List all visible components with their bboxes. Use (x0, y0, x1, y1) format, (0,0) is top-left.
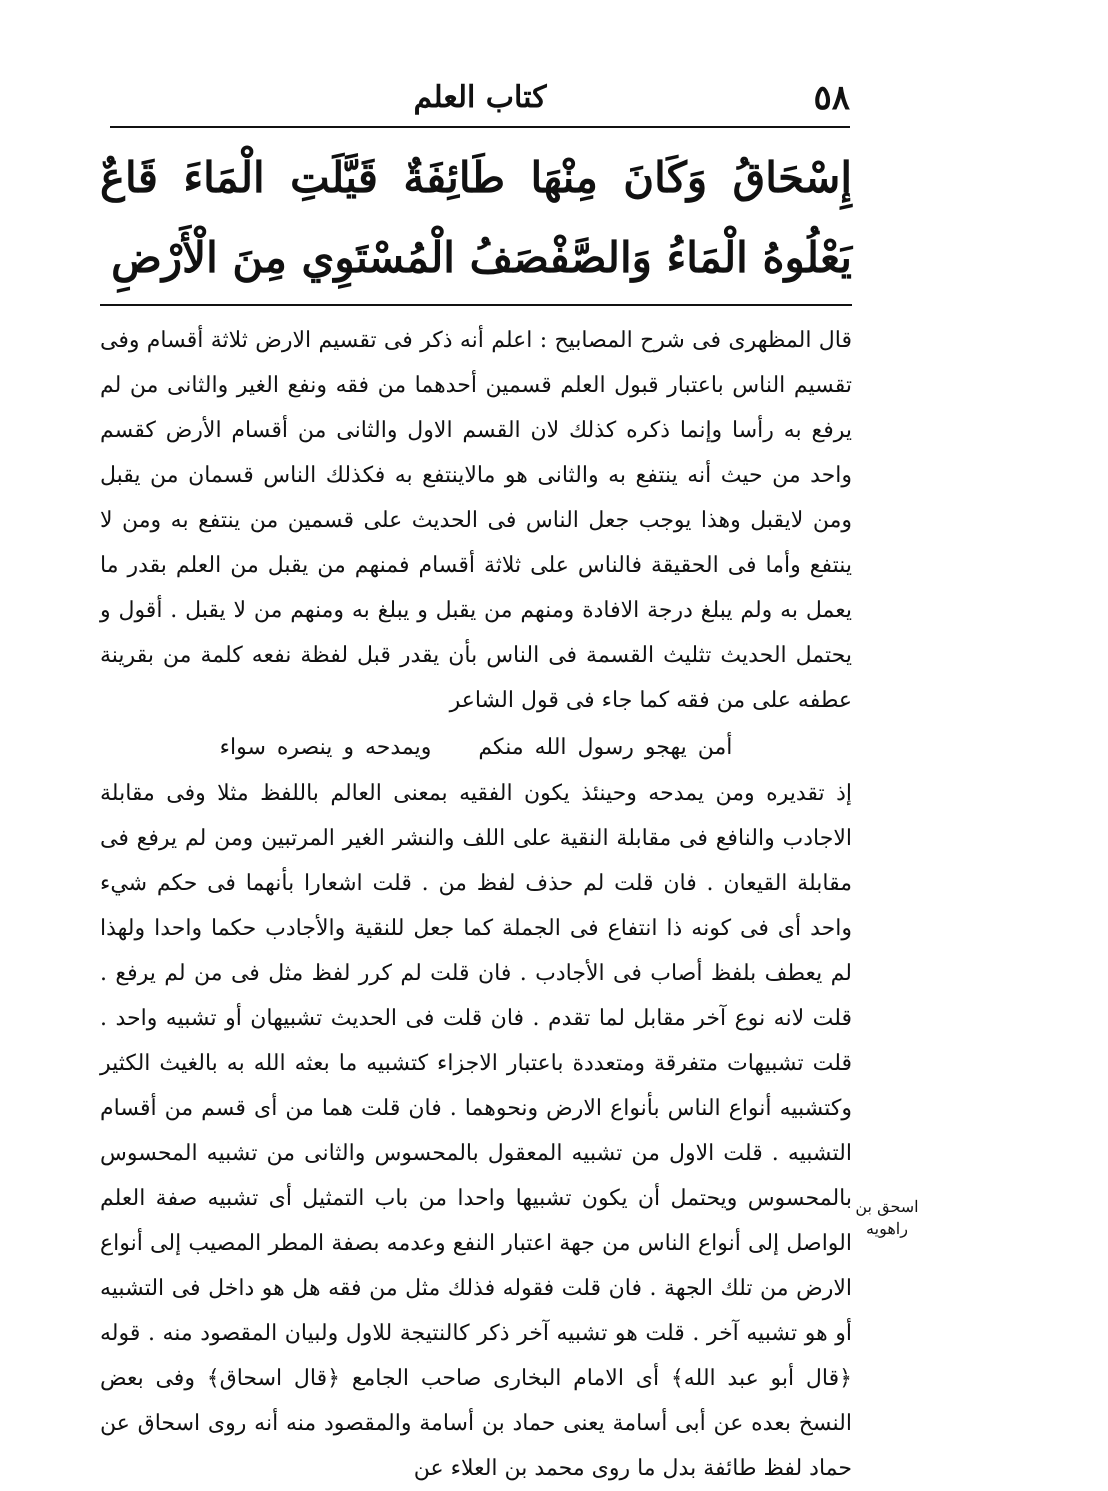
running-title: كتاب العلم (413, 80, 547, 115)
header-divider (110, 126, 850, 128)
commentary-paragraph-2: إذ تقديره ومن يمدحه وحينئذ يكون الفقيه بمعنى العالم باللفظ مثلا وفى مقابلة الاجادب والنافع فى مقابلة النقية على اللف والنشر الغير المرتبين ومن لم يرفع فى مقابلة القيعان . فان قلت لم حذف لفظ من . قلت اشعارا بأنهما فى حكم شيء واحد أى فى كونه ذا انتفاع فى الجملة كما جعل للنقية والأجادب حكما واحدا ولهذا لم يعطف بلفظ أصاب فى الأجادب . فان قلت لم كرر لفظ مثل فى من لم يرفع . قلت لانه نوع آخر مقابل لما تقدم . فان قلت فى الحديث تشبيهان أو تشبيه واحد . قلت تشبيهات متفرقة ومتعددة باعتبار الاجزاء كتشبيه ما بعثه الله به بالغيث الكثير وكتشبيه أنواع الناس بأنواع الارض ونحوهما . فان قلت هما من أى قسم من أقسام التشبيه . قلت الاول من تشبيه المعقول بالمحسوس والثانى من تشبيه المحسوس بالمحسوس ويحتمل أن يكون تشبيها واحدا من باب التمثيل أى تشبيه صفة العلم الواصل إلى أنواع الناس من جهة اعتبار النفع وعدمه بصفة المطر المصيب إلى أنواع الارض من تلك الجهة . فان قلت فقوله فذلك مثل من فقه هل هو داخل فى التشبيه أو هو تشبيه آخر . قلت هو تشبيه آخر ذكر كالنتيجة للاول ولبيان المقصود منه . قوله ﴿قال أبو عبد الله﴾ أى الامام البخارى صاحب الجامع ﴿قال اسحاق﴾ وفى بعض النسخ بعده عن أبى أسامة يعنى حماد بن أسامة والمقصود منه أنه روى اسحاق عن حماد لفظ طائفة بدل ما روى محمد بن العلاء عن (100, 781, 852, 1481)
commentary-body (100, 318, 852, 1491)
verse-second-hemistich: ويمدحه و ينصره سواء (219, 735, 432, 760)
page-number: ٥٨ (813, 78, 850, 118)
margin-note: اسحق بن راهويه (855, 1197, 919, 1238)
poetry-verse (100, 725, 852, 771)
section-divider (100, 304, 852, 306)
page-header (110, 78, 850, 120)
verse-first-hemistich: أمن يهجو رسول الله منكم (478, 735, 733, 760)
hadith-text: إِسْحَاقُ وَكَانَ مِنْهَا طَائِفَةٌ قَيَّلَتِ الْمَاءَ قَاعٌ يَعْلُوهُ الْمَاءُ وَالصَّفْصَفُ الْمُسْتَوِي مِنَ الْأَرْضِ (100, 153, 852, 282)
commentary-paragraph-1: قال المظهرى فى شرح المصابيح : اعلم أنه ذكر فى تقسيم الارض ثلاثة أقسام وفى تقسيم الناس باعتبار قبول العلم قسمين أحدهما من فقه ونفع الغير والثانى من لم يرفع به رأسا وإنما ذكره كذلك لان القسم الاول والثانى من أقسام الأرض كقسم واحد من حيث أنه ينتفع به والثانى هو مالاينتفع به فكذلك الناس قسمان من يقبل ومن لايقبل وهذا يوجب جعل الناس فى الحديث على قسمين من ينتفع به ومن لا ينتفع وأما فى الحقيقة فالناس على ثلاثة أقسام فمنهم من يقبل من العلم بقدر ما يعمل به ولم يبلغ درجة الافادة ومنهم من يقبل و يبلغ به ومنهم من لا يقبل . أقول و يحتمل الحديث تثليث القسمة فى الناس بأن يقدر قبل لفظة نفعه كلمة من بقرينة عطفه على من فقه كما جاء فى قول الشاعر (100, 328, 852, 713)
